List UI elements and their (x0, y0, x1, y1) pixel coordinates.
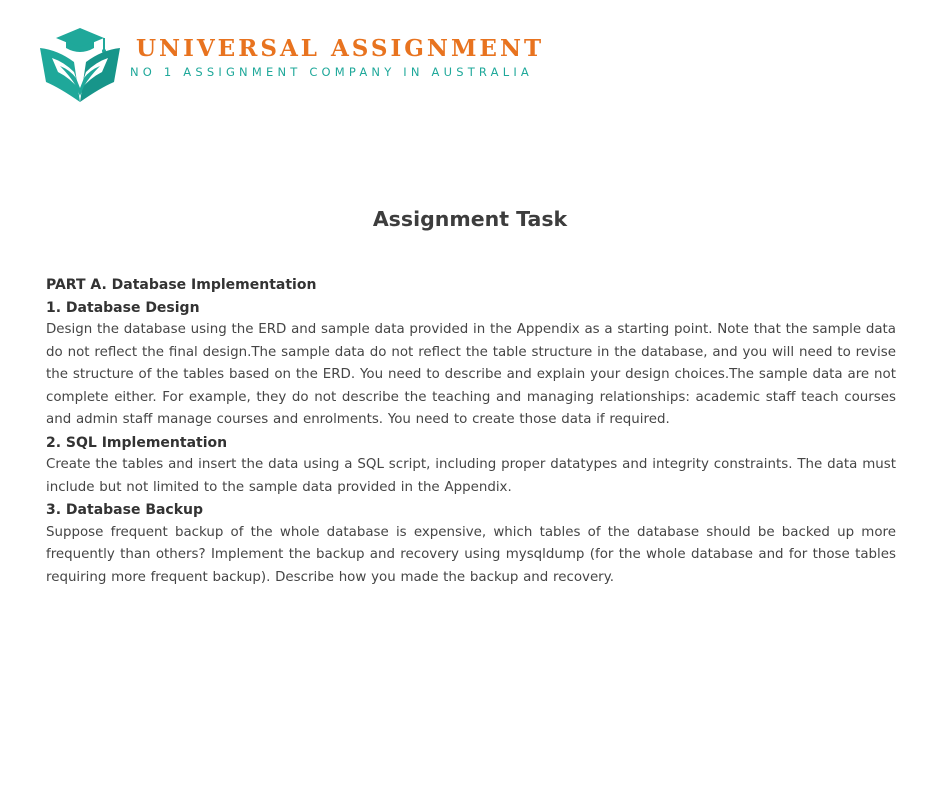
brand-tagline: NO 1 ASSIGNMENT COMPANY IN AUSTRALIA (130, 65, 533, 79)
section-body-sql-implementation: Create the tables and insert the data using a SQL script, including proper datatypes and integrity constraints. The data must include but not limited to the sample data provided in the Appendix. (46, 457, 896, 495)
section-heading-database-backup: 3. Database Backup (46, 502, 204, 518)
section-heading-sql-implementation: 2. SQL Implementation (46, 434, 228, 451)
section-heading-database-design: 1. Database Design (46, 299, 200, 316)
page-title: Assignment Task (372, 207, 568, 231)
graduation-cap-book-check-icon (38, 26, 122, 106)
brand-name: UNIVERSAL ASSIGNMENT (136, 35, 545, 62)
brand-header (38, 26, 598, 106)
document-body (46, 274, 896, 589)
section-body-database-design: Design the database using the ERD and sample data provided in the Appendix as a starting point. Note that the sample data do not reflect the final design.The sample data do not reflect the table structure in the database, and you will need to revise the structure of the tables based on the ERD. You need to describe and explain your design choices.The sample data are not complete either. For example, they do not describe the teaching and managing relationships: academic staff teach courses and admin staff manage courses and enrolments. You need to create those data if required. (46, 322, 896, 427)
section-body-database-backup: Suppose frequent backup of the whole database is expensive, which tables of the database should be backed up more frequently than others? Implement the backup and recovery using mysqldump (for the whole database and for those tables requiring more frequent backup). Describe how you made the backup and recovery. (46, 524, 896, 585)
part-heading: PART A. Database Implementation (46, 277, 317, 293)
